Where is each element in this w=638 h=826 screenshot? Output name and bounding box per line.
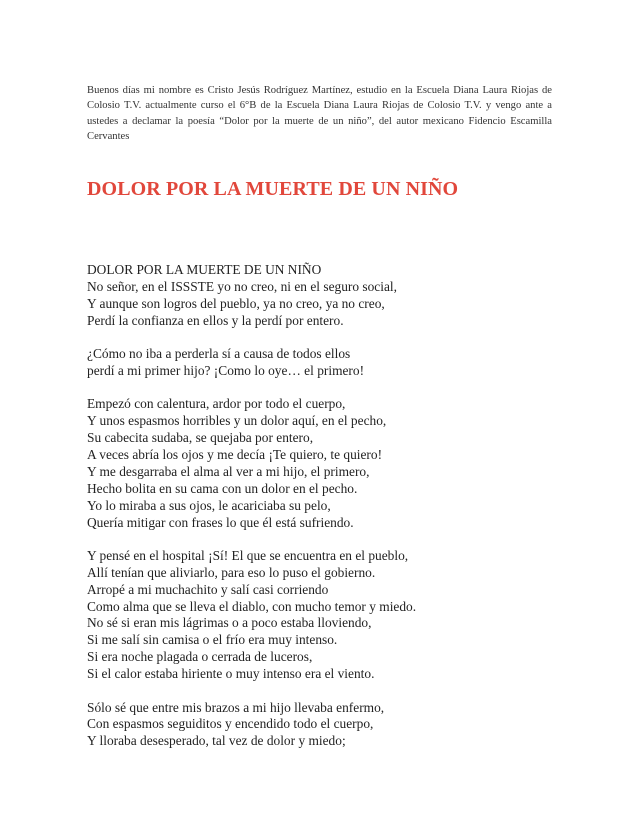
poem-line: No señor, en el ISSSTE yo no creo, ni en el seguro social, xyxy=(87,278,397,294)
poem-line: Y pensé en el hospital ¡Sí! El que se encuentra en el pueblo, xyxy=(87,547,409,563)
poem-line: A veces abría los ojos y me decía ¡Te quiero, te quiero! xyxy=(87,446,383,462)
poem-body xyxy=(87,262,557,767)
poem-line: ¿Cómo no iba a perderla sí a causa de todos ellos xyxy=(87,346,351,362)
intro-paragraph: Buenos días mi nombre es Cristo Jesús Rodríguez Martínez, estudio en la Escuela Diana Laura Riojas de Colosio T.V. actualmente curso el 6°B de la Escuela Diana Laura Riojas de Colosio T.V. y vengo ante a ustedes a declamar la poesía “Dolor por la muerte de un niño”, del autor mexicano Fidencio Escamilla Cervantes xyxy=(87,84,552,143)
poem-title: DOLOR POR LA MUERTE DE UN NIÑO xyxy=(87,178,459,200)
poem-line: DOLOR POR LA MUERTE DE UN NIÑO xyxy=(87,262,322,277)
poem-line: Perdí la confianza en ellos y la perdí por entero. xyxy=(87,312,344,328)
poem-line: Su cabecita sudaba, se quejaba por entero, xyxy=(87,430,314,446)
stanza xyxy=(87,396,557,531)
poem-line: Si me salí sin camisa o el frío era muy intenso. xyxy=(87,632,338,648)
stanza xyxy=(87,700,557,751)
stanza xyxy=(87,548,557,683)
poem-line: Quería mitigar con frases lo que él está sufriendo. xyxy=(87,514,354,530)
poem-line: Si era noche plagada o cerrada de luceros, xyxy=(87,649,313,665)
stanza xyxy=(87,346,557,380)
stanza xyxy=(87,262,557,330)
poem-line: Yo lo miraba a sus ojos, le acariciaba su pelo, xyxy=(87,497,331,513)
poem-line: Con espasmos seguiditos y encendido todo el cuerpo, xyxy=(87,716,374,732)
poem-line: Hecho bolita en su cama con un dolor en el pecho. xyxy=(87,480,358,496)
poem-line: Y lloraba desesperado, tal vez de dolor y miedo; xyxy=(87,733,346,749)
poem-line: Allí tenían que aliviarlo, para eso lo puso el gobierno. xyxy=(87,564,376,580)
poem-line: Si el calor estaba hiriente o muy intenso era el viento. xyxy=(87,666,375,682)
poem-line: perdí a mi primer hijo? ¡Como lo oye… el primero! xyxy=(87,362,365,378)
poem-line: Arropé a mi muchachito y salí casi corriendo xyxy=(87,581,329,597)
poem-line: Y unos espasmos horribles y un dolor aquí, en el pecho, xyxy=(87,413,387,429)
poem-line: No sé si eran mis lágrimas o a poco estaba lloviendo, xyxy=(87,615,372,631)
poem-line: Sólo sé que entre mis brazos a mi hijo llevaba enfermo, xyxy=(87,699,385,715)
poem-line: Y me desgarraba el alma al ver a mi hijo, el primero, xyxy=(87,463,370,479)
poem-line: Y aunque son logros del pueblo, ya no creo, ya no creo, xyxy=(87,295,385,311)
poem-line: Empezó con calentura, ardor por todo el cuerpo, xyxy=(87,396,346,412)
poem-line: Como alma que se lleva el diablo, con mucho temor y miedo. xyxy=(87,598,417,614)
